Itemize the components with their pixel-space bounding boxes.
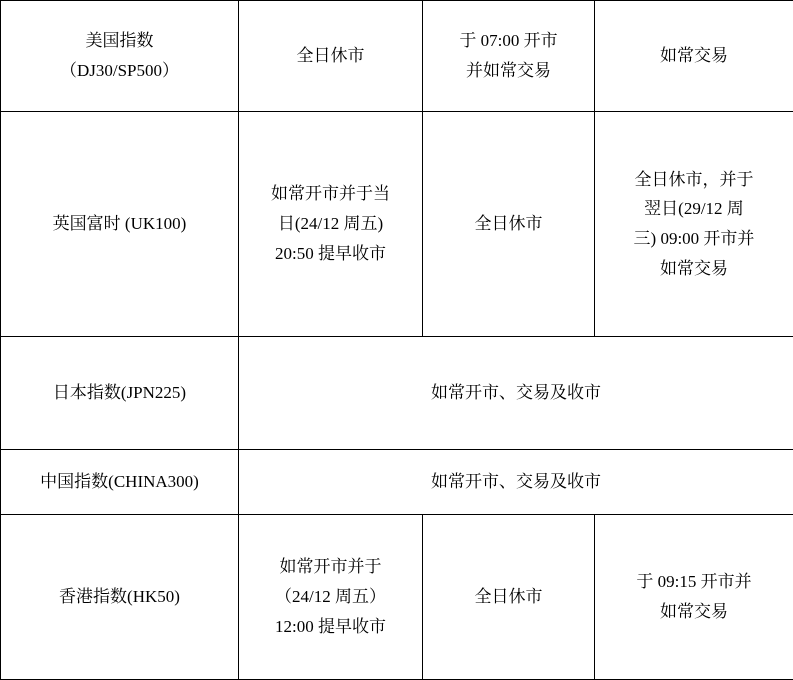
table-cell [239, 1, 423, 112]
table-cell [239, 337, 793, 450]
table-cell [423, 515, 595, 680]
cell-line: 如常开市、交易及收市 [247, 378, 785, 408]
cell-line: 翌日(29/12 周 [603, 194, 785, 224]
cell-line: 日本指数(JPN225) [9, 378, 230, 408]
cell-line: 美国指数 [9, 26, 230, 56]
cell-line: 于 07:00 开市 [431, 26, 586, 56]
table-body [1, 1, 793, 680]
cell-line: 如常交易 [603, 597, 785, 627]
cell-line: 全日休市，并于 [603, 165, 785, 195]
table-cell [595, 1, 793, 112]
cell-line: 如常开市、交易及收市 [247, 467, 785, 497]
table-cell [595, 515, 793, 680]
row-header-cell [1, 337, 239, 450]
table-row [1, 515, 793, 680]
table-cell [239, 515, 423, 680]
table-cell [423, 112, 595, 337]
row-header-cell [1, 450, 239, 515]
cell-line: 并如常交易 [431, 56, 586, 86]
cell-line: 全日休市 [431, 582, 586, 612]
row-header-cell [1, 515, 239, 680]
cell-line: 如常交易 [603, 41, 785, 71]
cell-line: 中国指数(CHINA300) [9, 467, 230, 497]
cell-line: 全日休市 [247, 41, 414, 71]
cell-line: （DJ30/SP500） [9, 56, 230, 86]
cell-line: 12:00 提早收市 [247, 612, 414, 642]
cell-line: 20:50 提早收市 [247, 239, 414, 269]
cell-line: 如常开市并于当 [247, 179, 414, 209]
table-row [1, 450, 793, 515]
cell-line: 全日休市 [431, 209, 586, 239]
cell-line: 于 09:15 开市并 [603, 567, 785, 597]
table-cell [595, 112, 793, 337]
table-cell [239, 450, 793, 515]
table-row [1, 1, 793, 112]
cell-line: 日(24/12 周五) [247, 209, 414, 239]
cell-line: （24/12 周五） [247, 582, 414, 612]
row-header-cell [1, 1, 239, 112]
table-row [1, 112, 793, 337]
cell-line: 英国富时 (UK100) [9, 209, 230, 239]
cell-line: 如常交易 [603, 254, 785, 284]
cell-line: 三) 09:00 开市并 [603, 224, 785, 254]
cell-line: 香港指数(HK50) [9, 582, 230, 612]
cell-line: 如常开市并于 [247, 552, 414, 582]
table-cell [239, 112, 423, 337]
table-row [1, 337, 793, 450]
row-header-cell [1, 112, 239, 337]
table-cell [423, 1, 595, 112]
